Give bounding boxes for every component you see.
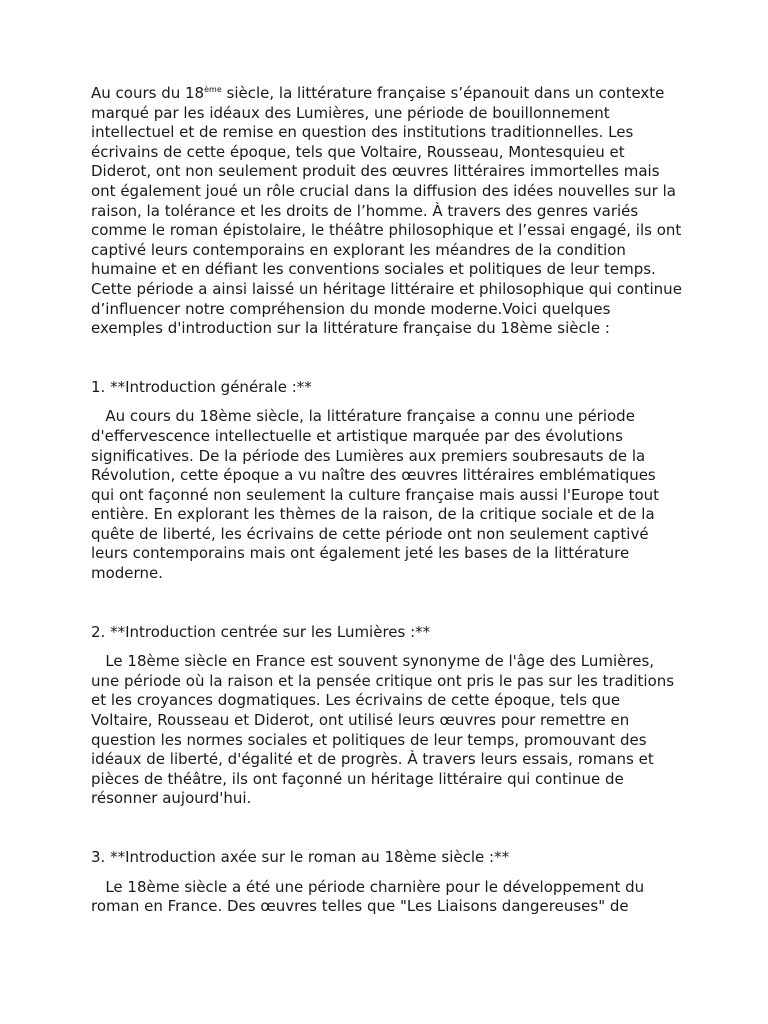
section-body-1: Au cours du 18ème siècle, la littérature française a connu une période d'effervescence intellectuelle et artistique marquée par des évolutions significatives. De la période des Lumières aux premiers soubresauts de la Révolution, cette époque a vu naître des œuvres littéraires emblématiques qui ont façonné non seulement la culture française mais aussi l'Europe tout entière. En explorant les thèmes de la raison, de la critique sociale et de la quête de liberté, les écrivains de cette période ont non seulement captivé leurs contemporains mais ont également jeté les bases de la littérature moderne. xyxy=(91,407,664,583)
intro-text-start: Au cours du 18 xyxy=(91,84,205,102)
section-body-3: Le 18ème siècle a été une période charnière pour le développement du roman en France. Des œuvres telles que "Les Liaisons dangereuses" de xyxy=(91,877,649,916)
intro-text-rest: siècle, la littérature française s’épanouit dans un contexte marqué par les idéaux des Lumières, une période de bouillonnement intellectuel et de remise en question des institutions traditionnelles. Les écrivains de cette époque, tels que Voltaire, Rousseau, Montesquieu et Diderot, ont non seulement produit des œuvres littéraires immortelles mais ont également joué un rôle crucial dans la diffusion des idées nouvelles sur la raison, la tolérance et les droits de l’homme. À travers des genres variés comme le roman épistolaire, le théâtre philosophique et l’essai engagé, ils ont captivé leurs contemporains en explorant les méandres de la condition humaine et en défiant les conventions sociales et politiques de leur temps. Cette période a ainsi laissé un héritage littéraire et philosophique qui continue d’influencer notre compréhension du monde moderne.Voici quelques exemples d'introduction sur la littérature française du 18ème siècle : xyxy=(91,84,687,338)
section-heading-3: 3. **Introduction axée sur le roman au 18ème siècle :** xyxy=(91,848,510,866)
superscript-eme: ème xyxy=(204,85,222,94)
section-body-2: Le 18ème siècle en France est souvent synonyme de l'âge des Lumières, une période où la raison et la pensée critique ont pris le pas sur les traditions et les croyances dogmatiques. Les écrivains de cette époque, tels que Voltaire, Rousseau et Diderot, ont utilisé leurs œuvres pour remettre en question les normes sociales et politiques de leur temps, promouvant des idéaux de liberté, d'égalité et de progrès. À travers leurs essais, romans et pièces de théâtre, ils ont façonné un héritage littéraire qui continue de résonner aujourd'hui. xyxy=(91,652,679,808)
section-heading-1: 1. **Introduction générale :** xyxy=(91,377,312,396)
section-heading-2: 2. **Introduction centrée sur les Lumières :** xyxy=(91,622,431,641)
intro-paragraph xyxy=(91,84,687,339)
document-page xyxy=(91,84,687,956)
